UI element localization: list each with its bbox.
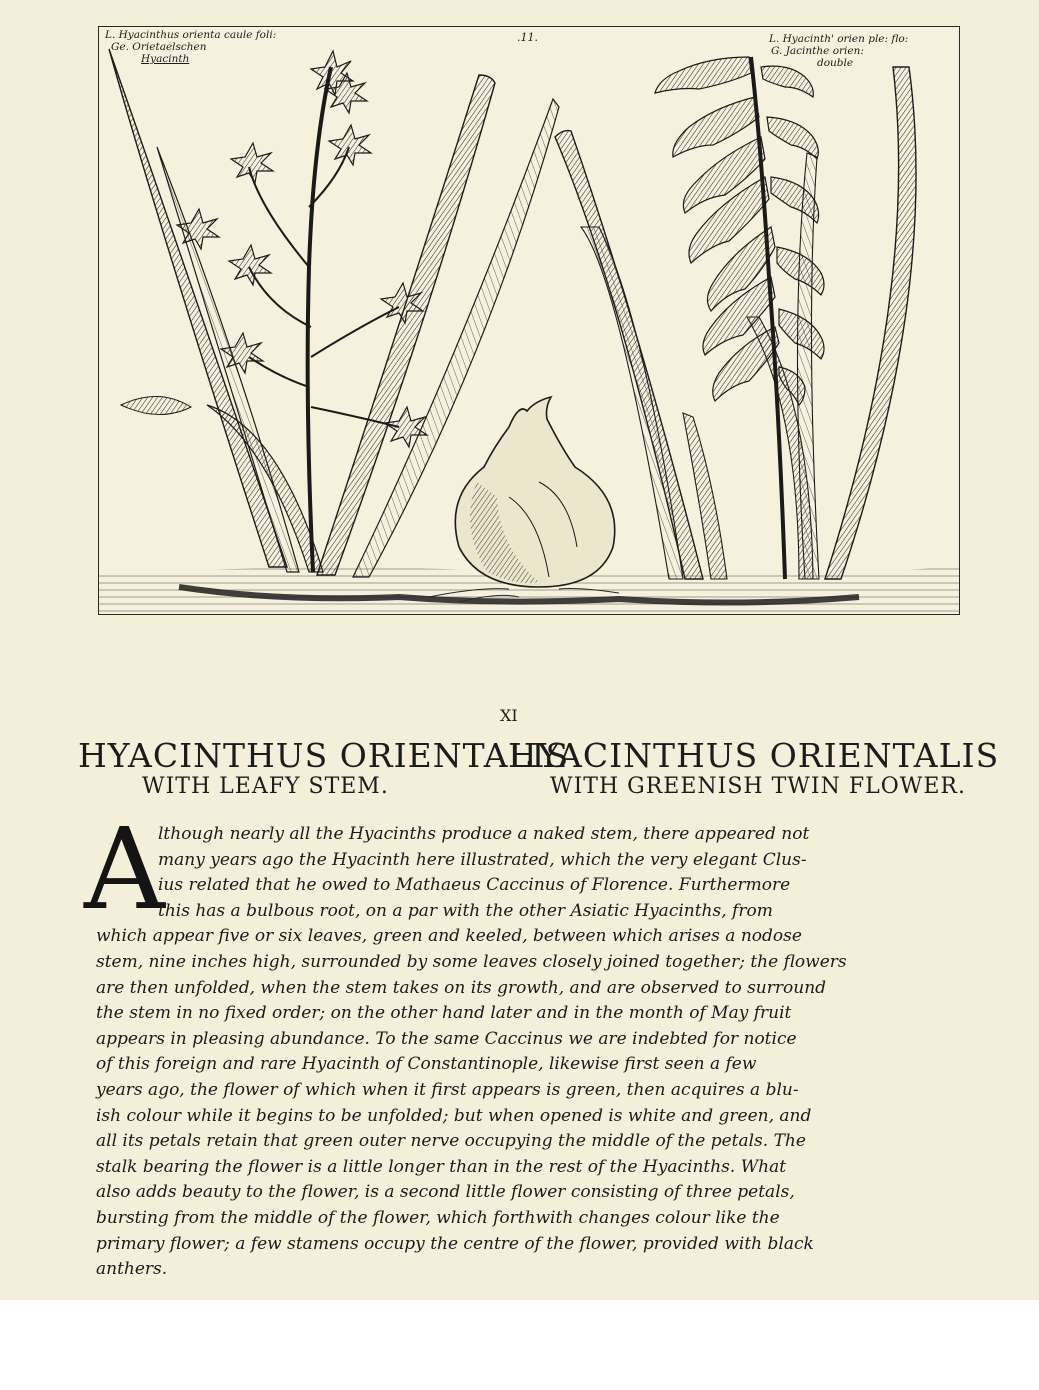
- caption-left-line-1: L. Hyacinthus orienta caule foli:: [105, 29, 277, 41]
- caption-right-line-3: double: [817, 57, 854, 69]
- body-line: are then unfolded, when the stem takes on its growth, and are observed to surround: [96, 977, 827, 998]
- body-line: many years ago the Hyacinth here illustrated, which the very elegant Clus-: [158, 849, 807, 870]
- body-line: appears in pleasing abundance. To the same Caccinus we are indebted for notice: [96, 1028, 797, 1049]
- plate-number: .11.: [517, 31, 538, 44]
- body-line: of this foreign and rare Hyacinth of Constantinople, likewise first seen a few: [96, 1054, 757, 1075]
- body-line: also adds beauty to the flower, is a second little flower consisting of three petals,: [96, 1182, 795, 1203]
- body-line: stalk bearing the flower is a little longer than in the rest of the Hyacinths. What: [96, 1156, 787, 1177]
- body-line: bursting from the middle of the flower, which forthwith changes colour like the: [96, 1207, 780, 1228]
- body-line: this has a bulbous root, on a par with the other Asiatic Hyacinths, from: [158, 900, 773, 921]
- body-line: stem, nine inches high, surrounded by some leaves closely joined together; the flowers: [96, 951, 847, 972]
- chapter-numeral: XI: [500, 706, 518, 725]
- hyacinth-engraving: [99, 27, 959, 614]
- body-line: primary flower; a few stamens occupy the centre of the flower, provided with black: [96, 1233, 814, 1254]
- body-line: anthers.: [96, 1259, 168, 1280]
- subtitle-left: WITH LEAFY STEM.: [142, 774, 389, 799]
- body-paragraph: [96, 822, 976, 1283]
- title-left: HYACINTHUS ORIENTALIS: [78, 736, 570, 775]
- body-line: which appear five or six leaves, green and keeled, between which arises a nodose: [96, 926, 802, 947]
- title-right: HYACINTHUS ORIENTALIS: [508, 736, 1000, 775]
- body-line: the stem in no fixed order; on the other hand later and in the month of May fruit: [96, 1003, 792, 1024]
- body-line: lthough nearly all the Hyacinths produce a naked stem, there appeared not: [158, 824, 810, 844]
- subtitle-right: WITH GREENISH TWIN FLOWER.: [550, 774, 966, 799]
- body-line: ius related that he owed to Mathaeus Caccinus of Florence. Furthermore: [158, 875, 791, 896]
- caption-right-line-2: G. Jacinthe orien:: [771, 45, 864, 57]
- plate-caption-left: [105, 29, 276, 65]
- body-line: all its petals retain that green outer nerve occupying the middle of the petals. The: [96, 1131, 806, 1152]
- body-line: ish colour while it begins to be unfolded; but when opened is white and green, and: [96, 1105, 812, 1126]
- drop-cap: A: [84, 805, 165, 935]
- caption-left-line-2: Ge. Orietaelschen: [111, 41, 207, 53]
- body-line: years ago, the flower of which when it first appears is green, then acquires a blu-: [96, 1079, 799, 1100]
- plate-caption-right: [769, 33, 908, 69]
- caption-left-line-3: Hyacinth: [141, 53, 190, 65]
- engraving-plate: [98, 26, 960, 615]
- caption-right-line-1: L. Hyacinth' orien ple: flo:: [769, 33, 909, 45]
